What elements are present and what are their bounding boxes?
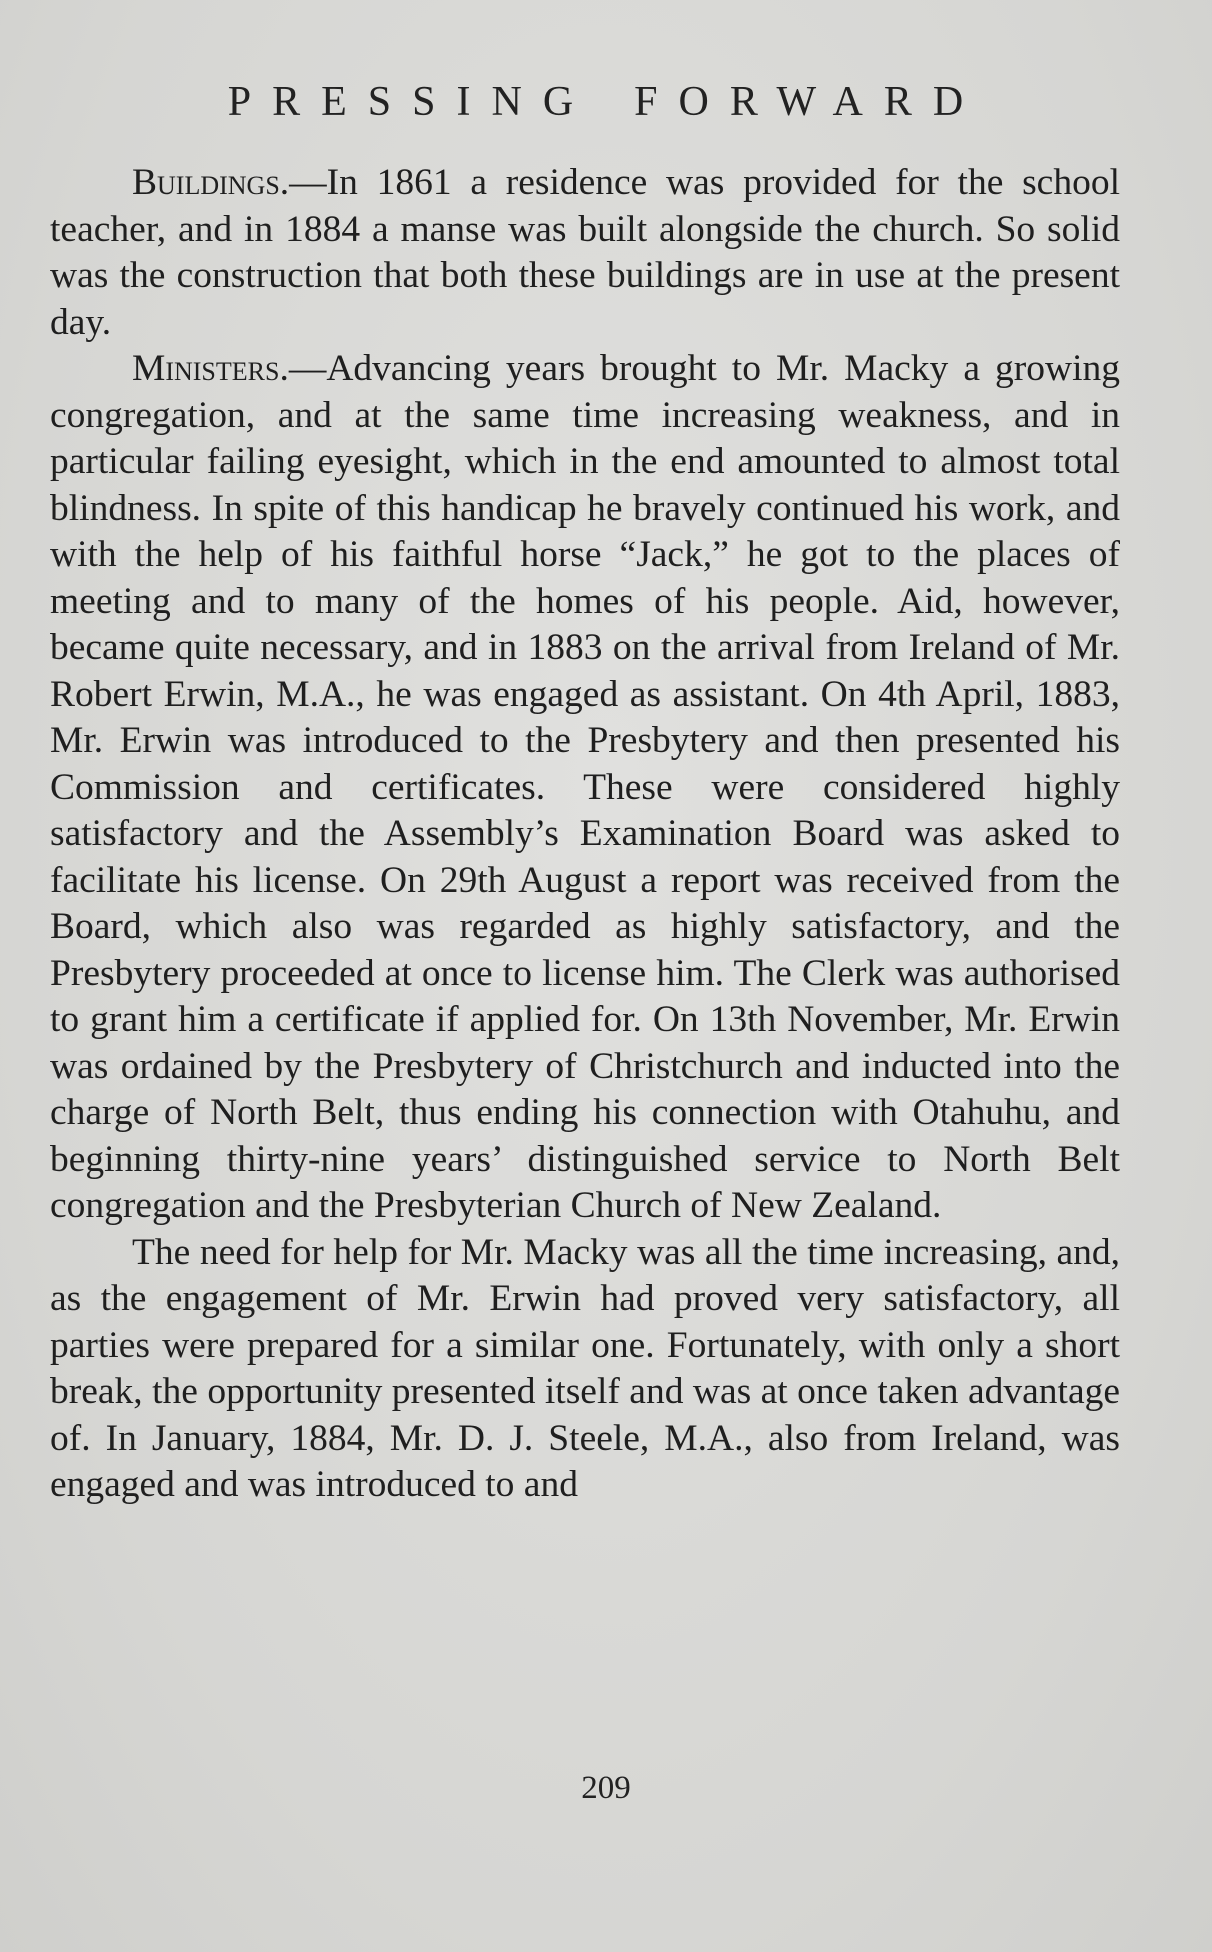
paragraph-text-need-for-help: The need for help for Mr. Macky was all the time increasing, and, as the engagement of Mr. Erwin had proved very satisfactory, all parties were prepared for a similar one. Fortunately, with only a short break, the opportunity presented itself and was at once taken advantage of. In January, 1884, Mr. D. J. Steele, M.A., also from Ireland, was engaged and was introduced to and [50,1231,1120,1505]
paragraph-text-buildings: —In 1861 a residence was provided for the school teacher, and in 1884 a manse was built alongside the church. So solid was the construction that both these buildings are in use at the present day. [50,162,1120,343]
page-number: 209 [581,1770,631,1806]
running-head-word-2: FORWARD [634,79,985,125]
paragraph-need-for-help [50,1230,1120,1509]
body-text [50,160,1120,1509]
paragraph-buildings [50,160,1120,346]
paragraph-ministers [50,346,1120,1230]
paragraph-text-ministers: —Advancing years brought to Mr. Macky a growing congregation, and at the same time increasing weakness, and in particular failing eyesight, which in the end amounted to almost total blindness. In spite of this handicap he bravely continued his work, and with the help of his faithful horse “Jack,” he got to the places of meeting and to many of the homes of his people. Aid, however, became quite necessary, and in 1883 on the arrival from Ireland of Mr. Robert Erwin, M.A., he was engaged as assistant. On 4th April, 1883, Mr. Erwin was introduced to the Presbytery and then presented his Commission and certificates. These were considered highly satisfactory and the Assembly’s Examination Board was asked to facilitate his license. On 29th August a report was received from the Board, which also was regarded as highly satisfactory, and the Presbytery proceeded at once to license him. The Clerk was authorised to grant him a certificate if applied for. On 13th November, Mr. Erwin was ordained by the Presbytery of Christchurch and inducted into the charge of North Belt, thus ending his connection with Otahuhu, and beginning thirty-nine years’ distinguished service to North Belt congregation and the Presbyterian Church of New Zealand. [50,348,1120,1226]
running-head [0,78,1212,126]
paragraph-heading-buildings: Buildings. [132,162,290,203]
running-head-word-1: PRESSING [227,79,595,125]
paragraph-heading-ministers: Ministers. [132,348,289,389]
